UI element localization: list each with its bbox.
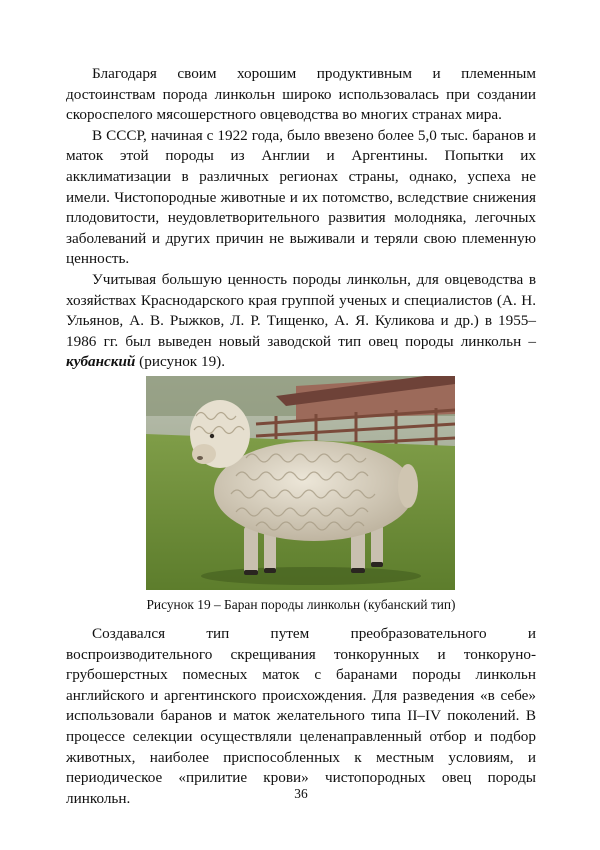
figure-caption: Рисунок 19 – Баран породы линкольн (кубанский тип) bbox=[146, 597, 456, 612]
ram-eye bbox=[210, 434, 214, 438]
text-block-bottom bbox=[66, 624, 536, 809]
kuban-text-before: Учитывая большую ценность породы линкольн, для овцеводства в хозяйствах Краснодарского края группой ученых и специалистов (А. Н. Ульянов, А. В. Рыжков, Л. Р. Тищенко, А. Я. Куликова и др.) в 1955–1986 гг. был выведен новый заводской тип овец породы линкольн – bbox=[66, 270, 536, 350]
ram-shadow bbox=[201, 567, 421, 585]
paragraph-kuban-type bbox=[66, 270, 536, 373]
ram-tail bbox=[398, 464, 418, 508]
paragraph-intro: Благодаря своим хорошим продуктивным и племенным достоинствам порода линкольн широко использовалась при создании скороспелого мясошерстного овцеводства во многих странах мира. bbox=[66, 65, 536, 124]
page-number: 36 bbox=[294, 786, 308, 801]
kuban-term: кубанский bbox=[66, 353, 136, 371]
ram-photo-illustration bbox=[146, 376, 455, 590]
ram-nostril bbox=[197, 456, 203, 460]
ram-body bbox=[214, 441, 414, 541]
paragraph-ussr-import: В СССР, начиная с 1922 года, было ввезено более 5,0 тыс. баранов и маток этой породы из Англии и Аргентины. Попытки их акклиматизации в различных регионах страны, однако, успеха не имели. Чистопородные животные и их потомство, вследствие снижения плодовитости, неудовлетворительного развития молодняка, легочных заболеваний и других причин не выживали и теряли свою племенную ценность. bbox=[66, 126, 536, 268]
kuban-text-after: (рисунок 19). bbox=[135, 353, 226, 371]
paragraph-breeding-method: Создавался тип путем преобразовательного и воспроизводительного скрещивания тонкорунных и тонкоруно-грубошерстных помесных маток с баранами породы линкольн английского и аргентинского происхождения. Для разведения «в себе» использовали баранов и маток желательного типа II–IV поколений. В процессе селекции осуществляли целенаправленный отбор и подбор животных, наиболее приспособленных к местным условиям, и периодическое «прилитие крови» чистопородных овец породы линкольн. bbox=[66, 625, 536, 807]
text-block-top bbox=[66, 64, 536, 373]
figure-ram-photo bbox=[146, 376, 455, 590]
ram-muzzle bbox=[192, 444, 216, 464]
